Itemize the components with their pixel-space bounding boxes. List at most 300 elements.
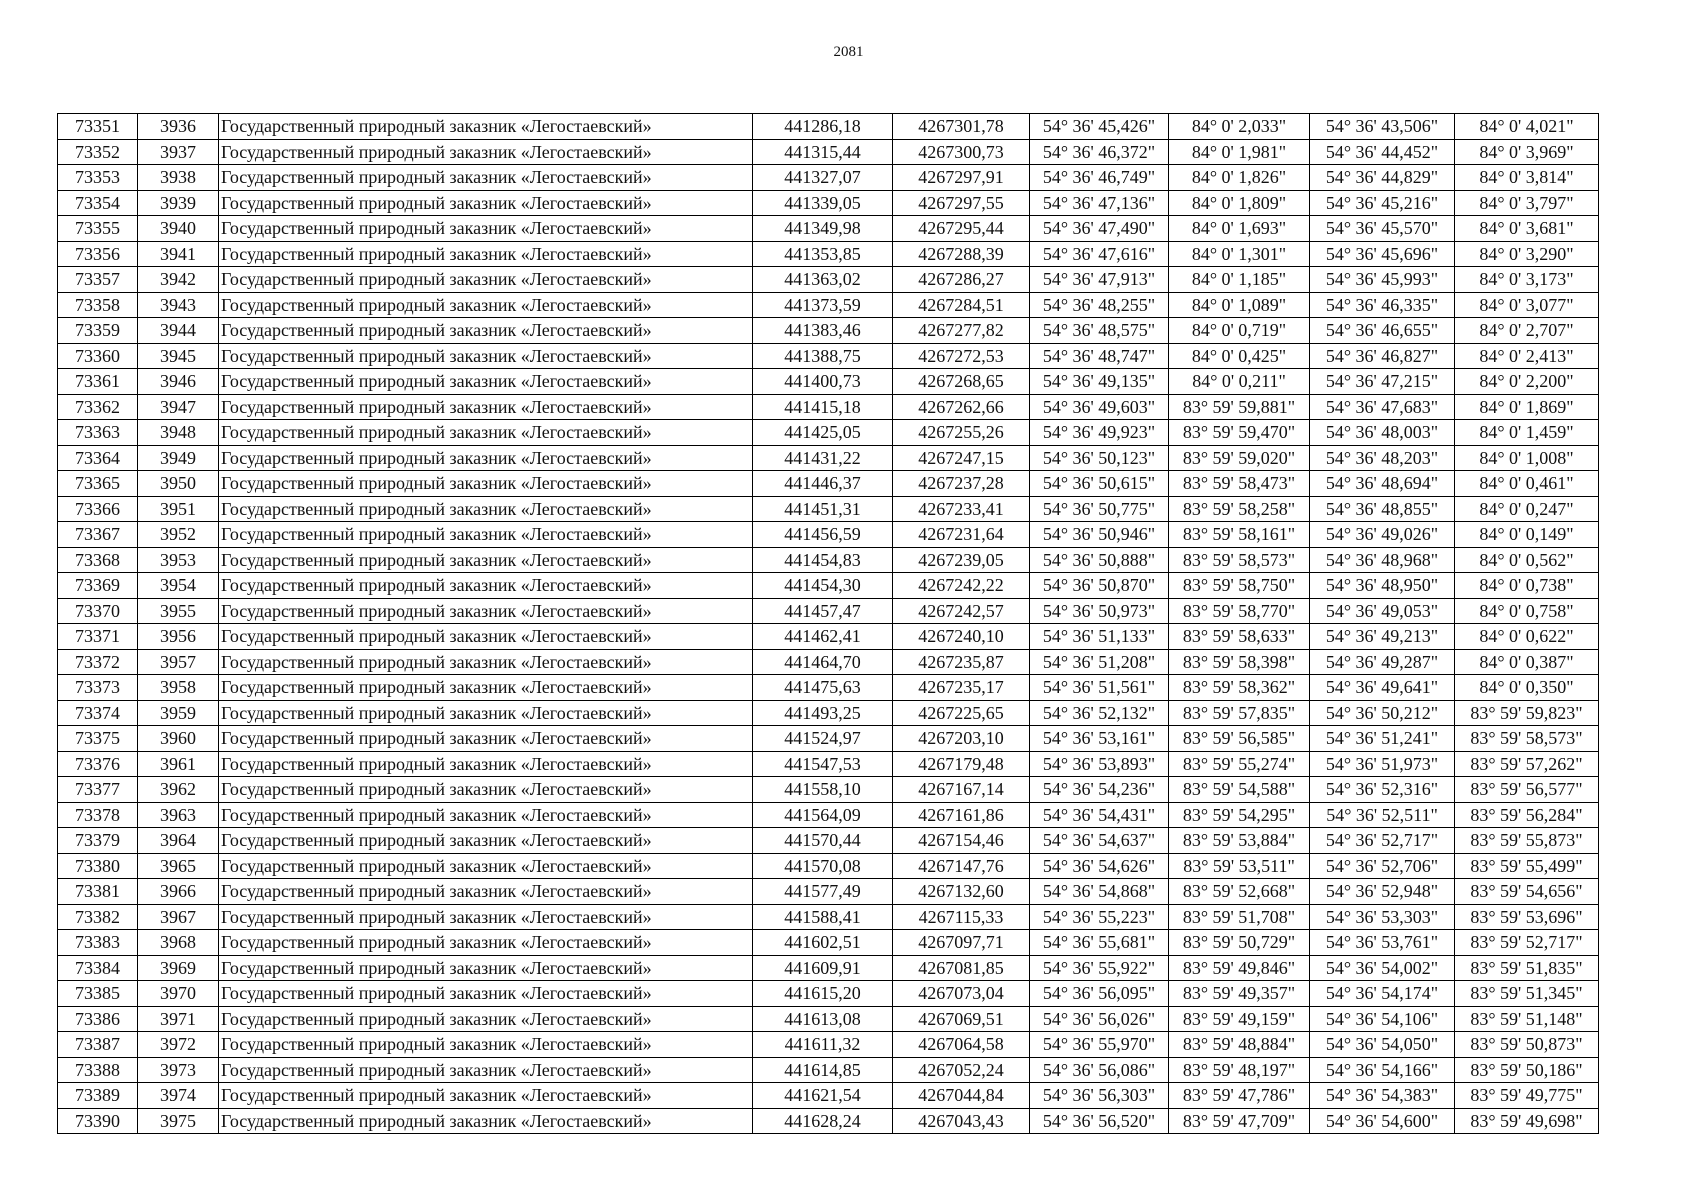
- cell-coord-y: 4267233,41: [893, 496, 1030, 522]
- cell-row-number: 73380: [58, 853, 138, 879]
- cell-coord-x: 441349,98: [753, 216, 893, 242]
- cell-point-number: 3971: [138, 1006, 219, 1032]
- cell-point-number: 3960: [138, 726, 219, 752]
- cell-zone-name: Государственный природный заказник «Легостаевский»: [219, 802, 753, 828]
- cell-latitude-2: 54° 36' 46,335": [1310, 292, 1455, 318]
- cell-latitude-2: 54° 36' 48,694": [1310, 471, 1455, 497]
- cell-longitude-2: 83° 59' 51,835": [1455, 955, 1599, 981]
- cell-longitude-2: 83° 59' 49,698": [1455, 1108, 1599, 1134]
- cell-row-number: 73354: [58, 190, 138, 216]
- cell-coord-y: 4267132,60: [893, 879, 1030, 905]
- cell-coord-x: 441602,51: [753, 930, 893, 956]
- cell-longitude-1: 83° 59' 48,197": [1169, 1057, 1310, 1083]
- cell-point-number: 3952: [138, 522, 219, 548]
- cell-longitude-1: 83° 59' 57,835": [1169, 700, 1310, 726]
- cell-zone-name: Государственный природный заказник «Легостаевский»: [219, 1032, 753, 1058]
- cell-row-number: 73388: [58, 1057, 138, 1083]
- cell-latitude-1: 54° 36' 50,888": [1030, 547, 1169, 573]
- cell-latitude-2: 54° 36' 54,383": [1310, 1083, 1455, 1109]
- cell-latitude-2: 54° 36' 49,213": [1310, 624, 1455, 650]
- cell-point-number: 3957: [138, 649, 219, 675]
- cell-latitude-1: 54° 36' 54,236": [1030, 777, 1169, 803]
- cell-coord-x: 441388,75: [753, 343, 893, 369]
- cell-longitude-1: 83° 59' 48,884": [1169, 1032, 1310, 1058]
- table-row: [58, 573, 1599, 599]
- cell-zone-name: Государственный природный заказник «Легостаевский»: [219, 675, 753, 701]
- cell-zone-name: Государственный природный заказник «Легостаевский»: [219, 1057, 753, 1083]
- cell-longitude-2: 83° 59' 55,499": [1455, 853, 1599, 879]
- table-row: [58, 369, 1599, 395]
- cell-longitude-1: 83° 59' 50,729": [1169, 930, 1310, 956]
- cell-longitude-2: 84° 0' 3,077": [1455, 292, 1599, 318]
- cell-latitude-1: 54° 36' 47,913": [1030, 267, 1169, 293]
- cell-longitude-2: 84° 0' 3,814": [1455, 165, 1599, 191]
- cell-point-number: 3953: [138, 547, 219, 573]
- table-row: [58, 318, 1599, 344]
- cell-latitude-1: 54° 36' 55,681": [1030, 930, 1169, 956]
- cell-longitude-2: 84° 0' 4,021": [1455, 114, 1599, 140]
- cell-point-number: 3946: [138, 369, 219, 395]
- cell-longitude-2: 83° 59' 51,148": [1455, 1006, 1599, 1032]
- cell-latitude-2: 54° 36' 47,215": [1310, 369, 1455, 395]
- cell-row-number: 73352: [58, 139, 138, 165]
- cell-point-number: 3970: [138, 981, 219, 1007]
- cell-zone-name: Государственный природный заказник «Легостаевский»: [219, 1083, 753, 1109]
- cell-coord-x: 441457,47: [753, 598, 893, 624]
- cell-latitude-2: 54° 36' 52,511": [1310, 802, 1455, 828]
- cell-latitude-1: 54° 36' 48,255": [1030, 292, 1169, 318]
- table-row: [58, 598, 1599, 624]
- cell-point-number: 3947: [138, 394, 219, 420]
- cell-latitude-1: 54° 36' 55,223": [1030, 904, 1169, 930]
- cell-point-number: 3958: [138, 675, 219, 701]
- cell-longitude-2: 84° 0' 0,247": [1455, 496, 1599, 522]
- cell-longitude-1: 83° 59' 59,020": [1169, 445, 1310, 471]
- cell-latitude-2: 54° 36' 51,973": [1310, 751, 1455, 777]
- cell-latitude-2: 54° 36' 52,717": [1310, 828, 1455, 854]
- cell-coord-x: 441570,44: [753, 828, 893, 854]
- cell-longitude-1: 84° 0' 1,981": [1169, 139, 1310, 165]
- cell-coord-x: 441611,32: [753, 1032, 893, 1058]
- cell-coord-x: 441462,41: [753, 624, 893, 650]
- cell-coord-y: 4267064,58: [893, 1032, 1030, 1058]
- cell-longitude-2: 84° 0' 2,413": [1455, 343, 1599, 369]
- cell-coord-y: 4267154,46: [893, 828, 1030, 854]
- cell-point-number: 3950: [138, 471, 219, 497]
- cell-zone-name: Государственный природный заказник «Легостаевский»: [219, 955, 753, 981]
- cell-zone-name: Государственный природный заказник «Легостаевский»: [219, 190, 753, 216]
- table-row: [58, 879, 1599, 905]
- cell-latitude-2: 54° 36' 44,452": [1310, 139, 1455, 165]
- cell-longitude-1: 83° 59' 58,258": [1169, 496, 1310, 522]
- cell-latitude-1: 54° 36' 55,970": [1030, 1032, 1169, 1058]
- cell-longitude-1: 83° 59' 56,585": [1169, 726, 1310, 752]
- cell-longitude-2: 83° 59' 50,186": [1455, 1057, 1599, 1083]
- cell-coord-x: 441547,53: [753, 751, 893, 777]
- cell-point-number: 3966: [138, 879, 219, 905]
- cell-row-number: 73369: [58, 573, 138, 599]
- cell-longitude-1: 83° 59' 55,274": [1169, 751, 1310, 777]
- cell-zone-name: Государственный природный заказник «Легостаевский»: [219, 394, 753, 420]
- cell-zone-name: Государственный природный заказник «Легостаевский»: [219, 445, 753, 471]
- table-row: [58, 522, 1599, 548]
- cell-coord-y: 4267284,51: [893, 292, 1030, 318]
- cell-longitude-2: 84° 0' 1,008": [1455, 445, 1599, 471]
- cell-coord-y: 4267044,84: [893, 1083, 1030, 1109]
- cell-coord-y: 4267081,85: [893, 955, 1030, 981]
- cell-latitude-1: 54° 36' 48,747": [1030, 343, 1169, 369]
- cell-latitude-1: 54° 36' 49,603": [1030, 394, 1169, 420]
- cell-longitude-2: 84° 0' 0,149": [1455, 522, 1599, 548]
- cell-row-number: 73387: [58, 1032, 138, 1058]
- cell-zone-name: Государственный природный заказник «Легостаевский»: [219, 241, 753, 267]
- cell-coord-y: 4267288,39: [893, 241, 1030, 267]
- cell-point-number: 3940: [138, 216, 219, 242]
- table-row: [58, 853, 1599, 879]
- cell-longitude-1: 83° 59' 59,881": [1169, 394, 1310, 420]
- cell-longitude-1: 83° 59' 49,159": [1169, 1006, 1310, 1032]
- cell-coord-y: 4267231,64: [893, 522, 1030, 548]
- table-row: [58, 114, 1599, 140]
- cell-latitude-1: 54° 36' 52,132": [1030, 700, 1169, 726]
- cell-coord-y: 4267235,17: [893, 675, 1030, 701]
- cell-latitude-2: 54° 36' 54,106": [1310, 1006, 1455, 1032]
- cell-longitude-1: 83° 59' 53,884": [1169, 828, 1310, 854]
- cell-longitude-2: 83° 59' 58,573": [1455, 726, 1599, 752]
- cell-row-number: 73373: [58, 675, 138, 701]
- cell-point-number: 3974: [138, 1083, 219, 1109]
- cell-coord-y: 4267097,71: [893, 930, 1030, 956]
- cell-point-number: 3937: [138, 139, 219, 165]
- cell-coord-y: 4267235,87: [893, 649, 1030, 675]
- cell-point-number: 3942: [138, 267, 219, 293]
- cell-longitude-1: 83° 59' 49,357": [1169, 981, 1310, 1007]
- cell-coord-x: 441570,08: [753, 853, 893, 879]
- cell-coord-x: 441558,10: [753, 777, 893, 803]
- cell-longitude-1: 84° 0' 1,826": [1169, 165, 1310, 191]
- cell-point-number: 3965: [138, 853, 219, 879]
- cell-longitude-2: 83° 59' 53,696": [1455, 904, 1599, 930]
- cell-coord-x: 441588,41: [753, 904, 893, 930]
- cell-latitude-1: 54° 36' 54,637": [1030, 828, 1169, 854]
- cell-latitude-1: 54° 36' 47,490": [1030, 216, 1169, 242]
- cell-row-number: 73389: [58, 1083, 138, 1109]
- cell-point-number: 3967: [138, 904, 219, 930]
- cell-point-number: 3972: [138, 1032, 219, 1058]
- cell-coord-x: 441315,44: [753, 139, 893, 165]
- cell-latitude-2: 54° 36' 49,287": [1310, 649, 1455, 675]
- cell-longitude-2: 84° 0' 2,200": [1455, 369, 1599, 395]
- table-row: [58, 700, 1599, 726]
- cell-coord-y: 4267179,48: [893, 751, 1030, 777]
- cell-row-number: 73357: [58, 267, 138, 293]
- cell-zone-name: Государственный природный заказник «Легостаевский»: [219, 573, 753, 599]
- cell-latitude-2: 54° 36' 45,570": [1310, 216, 1455, 242]
- cell-coord-x: 441446,37: [753, 471, 893, 497]
- cell-row-number: 73390: [58, 1108, 138, 1134]
- cell-zone-name: Государственный природный заказник «Легостаевский»: [219, 522, 753, 548]
- cell-coord-x: 441363,02: [753, 267, 893, 293]
- cell-latitude-2: 54° 36' 46,655": [1310, 318, 1455, 344]
- cell-latitude-1: 54° 36' 46,749": [1030, 165, 1169, 191]
- table-row: [58, 649, 1599, 675]
- cell-coord-x: 441454,30: [753, 573, 893, 599]
- cell-longitude-1: 83° 59' 59,470": [1169, 420, 1310, 446]
- cell-zone-name: Государственный природный заказник «Легостаевский»: [219, 751, 753, 777]
- cell-latitude-2: 54° 36' 45,216": [1310, 190, 1455, 216]
- cell-coord-x: 441613,08: [753, 1006, 893, 1032]
- table-row: [58, 751, 1599, 777]
- cell-longitude-2: 84° 0' 3,290": [1455, 241, 1599, 267]
- cell-latitude-1: 54° 36' 54,431": [1030, 802, 1169, 828]
- cell-coord-y: 4267297,91: [893, 165, 1030, 191]
- cell-row-number: 73362: [58, 394, 138, 420]
- cell-coord-y: 4267272,53: [893, 343, 1030, 369]
- cell-latitude-2: 54° 36' 44,829": [1310, 165, 1455, 191]
- cell-longitude-1: 83° 59' 47,709": [1169, 1108, 1310, 1134]
- cell-row-number: 73356: [58, 241, 138, 267]
- cell-latitude-1: 54° 36' 54,868": [1030, 879, 1169, 905]
- cell-latitude-2: 54° 36' 53,303": [1310, 904, 1455, 930]
- cell-point-number: 3938: [138, 165, 219, 191]
- cell-zone-name: Государственный природный заказник «Легостаевский»: [219, 1006, 753, 1032]
- cell-zone-name: Государственный природный заказник «Легостаевский»: [219, 904, 753, 930]
- cell-latitude-2: 54° 36' 48,003": [1310, 420, 1455, 446]
- cell-latitude-2: 54° 36' 43,506": [1310, 114, 1455, 140]
- cell-latitude-2: 54° 36' 54,050": [1310, 1032, 1455, 1058]
- cell-coord-y: 4267167,14: [893, 777, 1030, 803]
- cell-row-number: 73351: [58, 114, 138, 140]
- table-row: [58, 828, 1599, 854]
- cell-latitude-2: 54° 36' 48,968": [1310, 547, 1455, 573]
- table-row: [58, 267, 1599, 293]
- cell-coord-y: 4267240,10: [893, 624, 1030, 650]
- cell-latitude-1: 54° 36' 55,922": [1030, 955, 1169, 981]
- cell-latitude-1: 54° 36' 51,208": [1030, 649, 1169, 675]
- table-row: [58, 1108, 1599, 1134]
- cell-coord-x: 441464,70: [753, 649, 893, 675]
- cell-longitude-2: 83° 59' 56,577": [1455, 777, 1599, 803]
- table-row: [58, 726, 1599, 752]
- cell-longitude-2: 84° 0' 0,387": [1455, 649, 1599, 675]
- cell-latitude-1: 54° 36' 50,123": [1030, 445, 1169, 471]
- table-body: [58, 114, 1599, 1134]
- cell-row-number: 73363: [58, 420, 138, 446]
- cell-longitude-2: 84° 0' 0,350": [1455, 675, 1599, 701]
- cell-coord-y: 4267239,05: [893, 547, 1030, 573]
- cell-longitude-2: 84° 0' 3,797": [1455, 190, 1599, 216]
- cell-latitude-1: 54° 36' 51,133": [1030, 624, 1169, 650]
- table-row: [58, 547, 1599, 573]
- cell-longitude-2: 84° 0' 1,869": [1455, 394, 1599, 420]
- cell-latitude-1: 54° 36' 50,615": [1030, 471, 1169, 497]
- cell-zone-name: Государственный природный заказник «Легостаевский»: [219, 700, 753, 726]
- cell-latitude-1: 54° 36' 45,426": [1030, 114, 1169, 140]
- cell-latitude-1: 54° 36' 50,973": [1030, 598, 1169, 624]
- cell-longitude-1: 83° 59' 58,750": [1169, 573, 1310, 599]
- cell-longitude-2: 84° 0' 0,461": [1455, 471, 1599, 497]
- cell-row-number: 73371: [58, 624, 138, 650]
- cell-coord-y: 4267052,24: [893, 1057, 1030, 1083]
- table-row: [58, 1057, 1599, 1083]
- cell-coord-y: 4267073,04: [893, 981, 1030, 1007]
- cell-longitude-1: 84° 0' 1,301": [1169, 241, 1310, 267]
- cell-latitude-2: 54° 36' 50,212": [1310, 700, 1455, 726]
- cell-coord-x: 441373,59: [753, 292, 893, 318]
- cell-latitude-2: 54° 36' 48,203": [1310, 445, 1455, 471]
- table-row: [58, 802, 1599, 828]
- cell-latitude-2: 54° 36' 52,948": [1310, 879, 1455, 905]
- cell-zone-name: Государственный природный заказник «Легостаевский»: [219, 649, 753, 675]
- cell-latitude-1: 54° 36' 56,026": [1030, 1006, 1169, 1032]
- cell-zone-name: Государственный природный заказник «Легостаевский»: [219, 343, 753, 369]
- cell-latitude-2: 54° 36' 47,683": [1310, 394, 1455, 420]
- cell-longitude-1: 84° 0' 1,185": [1169, 267, 1310, 293]
- cell-coord-x: 441339,05: [753, 190, 893, 216]
- cell-longitude-1: 84° 0' 0,719": [1169, 318, 1310, 344]
- cell-row-number: 73382: [58, 904, 138, 930]
- cell-zone-name: Государственный природный заказник «Легостаевский»: [219, 267, 753, 293]
- cell-row-number: 73366: [58, 496, 138, 522]
- table-row: [58, 981, 1599, 1007]
- cell-zone-name: Государственный природный заказник «Легостаевский»: [219, 292, 753, 318]
- cell-latitude-1: 54° 36' 51,561": [1030, 675, 1169, 701]
- table-row: [58, 624, 1599, 650]
- cell-longitude-2: 83° 59' 56,284": [1455, 802, 1599, 828]
- cell-coord-y: 4267237,28: [893, 471, 1030, 497]
- table-row: [58, 165, 1599, 191]
- cell-zone-name: Государственный природный заказник «Легостаевский»: [219, 471, 753, 497]
- cell-latitude-2: 54° 36' 51,241": [1310, 726, 1455, 752]
- cell-latitude-2: 54° 36' 46,827": [1310, 343, 1455, 369]
- cell-row-number: 73385: [58, 981, 138, 1007]
- cell-row-number: 73383: [58, 930, 138, 956]
- cell-longitude-2: 84° 0' 3,969": [1455, 139, 1599, 165]
- table-row: [58, 343, 1599, 369]
- cell-longitude-1: 84° 0' 1,089": [1169, 292, 1310, 318]
- table-row: [58, 420, 1599, 446]
- cell-coord-x: 441286,18: [753, 114, 893, 140]
- cell-coord-y: 4267147,76: [893, 853, 1030, 879]
- cell-row-number: 73353: [58, 165, 138, 191]
- cell-latitude-2: 54° 36' 53,761": [1310, 930, 1455, 956]
- cell-zone-name: Государственный природный заказник «Легостаевский»: [219, 777, 753, 803]
- cell-zone-name: Государственный природный заказник «Легостаевский»: [219, 930, 753, 956]
- cell-longitude-2: 84° 0' 0,562": [1455, 547, 1599, 573]
- cell-point-number: 3962: [138, 777, 219, 803]
- cell-coord-x: 441628,24: [753, 1108, 893, 1134]
- cell-point-number: 3961: [138, 751, 219, 777]
- cell-latitude-2: 54° 36' 49,026": [1310, 522, 1455, 548]
- cell-latitude-1: 54° 36' 56,095": [1030, 981, 1169, 1007]
- cell-latitude-2: 54° 36' 48,855": [1310, 496, 1455, 522]
- cell-coord-x: 441451,31: [753, 496, 893, 522]
- cell-point-number: 3969: [138, 955, 219, 981]
- cell-coord-x: 441425,05: [753, 420, 893, 446]
- cell-row-number: 73377: [58, 777, 138, 803]
- cell-coord-y: 4267203,10: [893, 726, 1030, 752]
- cell-coord-x: 441400,73: [753, 369, 893, 395]
- cell-longitude-2: 84° 0' 2,707": [1455, 318, 1599, 344]
- cell-coord-y: 4267247,15: [893, 445, 1030, 471]
- cell-coord-y: 4267262,66: [893, 394, 1030, 420]
- cell-coord-x: 441621,54: [753, 1083, 893, 1109]
- cell-zone-name: Государственный природный заказник «Легостаевский»: [219, 216, 753, 242]
- cell-latitude-2: 54° 36' 54,002": [1310, 955, 1455, 981]
- cell-longitude-1: 84° 0' 1,693": [1169, 216, 1310, 242]
- cell-longitude-1: 83° 59' 49,846": [1169, 955, 1310, 981]
- cell-coord-y: 4267300,73: [893, 139, 1030, 165]
- cell-coord-y: 4267268,65: [893, 369, 1030, 395]
- cell-coord-y: 4267043,43: [893, 1108, 1030, 1134]
- cell-zone-name: Государственный природный заказник «Легостаевский»: [219, 853, 753, 879]
- cell-coord-y: 4267301,78: [893, 114, 1030, 140]
- cell-zone-name: Государственный природный заказник «Легостаевский»: [219, 420, 753, 446]
- cell-longitude-2: 83° 59' 54,656": [1455, 879, 1599, 905]
- cell-coord-x: 441615,20: [753, 981, 893, 1007]
- table-row: [58, 241, 1599, 267]
- cell-longitude-1: 83° 59' 54,588": [1169, 777, 1310, 803]
- table-row: [58, 394, 1599, 420]
- cell-point-number: 3945: [138, 343, 219, 369]
- coordinates-table: [57, 113, 1599, 1134]
- cell-zone-name: Государственный природный заказник «Легостаевский»: [219, 139, 753, 165]
- cell-coord-x: 441353,85: [753, 241, 893, 267]
- table-row: [58, 930, 1599, 956]
- cell-latitude-2: 54° 36' 52,316": [1310, 777, 1455, 803]
- cell-row-number: 73375: [58, 726, 138, 752]
- cell-latitude-1: 54° 36' 56,303": [1030, 1083, 1169, 1109]
- cell-point-number: 3944: [138, 318, 219, 344]
- page-number: 2081: [833, 44, 864, 60]
- cell-coord-x: 441614,85: [753, 1057, 893, 1083]
- cell-longitude-1: 83° 59' 52,668": [1169, 879, 1310, 905]
- cell-row-number: 73358: [58, 292, 138, 318]
- table-row: [58, 675, 1599, 701]
- cell-point-number: 3959: [138, 700, 219, 726]
- cell-point-number: 3939: [138, 190, 219, 216]
- cell-longitude-2: 83° 59' 59,823": [1455, 700, 1599, 726]
- cell-latitude-1: 54° 36' 50,775": [1030, 496, 1169, 522]
- cell-point-number: 3955: [138, 598, 219, 624]
- cell-latitude-1: 54° 36' 47,136": [1030, 190, 1169, 216]
- cell-longitude-2: 83° 59' 52,717": [1455, 930, 1599, 956]
- cell-latitude-2: 54° 36' 49,053": [1310, 598, 1455, 624]
- cell-point-number: 3968: [138, 930, 219, 956]
- table-row: [58, 1032, 1599, 1058]
- cell-coord-y: 4267295,44: [893, 216, 1030, 242]
- table-row: [58, 471, 1599, 497]
- cell-latitude-1: 54° 36' 53,893": [1030, 751, 1169, 777]
- cell-latitude-1: 54° 36' 56,520": [1030, 1108, 1169, 1134]
- cell-row-number: 73370: [58, 598, 138, 624]
- cell-coord-y: 4267277,82: [893, 318, 1030, 344]
- cell-coord-y: 4267069,51: [893, 1006, 1030, 1032]
- cell-longitude-2: 84° 0' 0,758": [1455, 598, 1599, 624]
- cell-zone-name: Государственный природный заказник «Легостаевский»: [219, 828, 753, 854]
- cell-latitude-2: 54° 36' 52,706": [1310, 853, 1455, 879]
- cell-longitude-2: 84° 0' 3,173": [1455, 267, 1599, 293]
- cell-row-number: 73378: [58, 802, 138, 828]
- cell-longitude-1: 84° 0' 1,809": [1169, 190, 1310, 216]
- cell-coord-y: 4267242,57: [893, 598, 1030, 624]
- cell-longitude-1: 83° 59' 58,161": [1169, 522, 1310, 548]
- cell-point-number: 3943: [138, 292, 219, 318]
- cell-coord-x: 441609,91: [753, 955, 893, 981]
- cell-coord-x: 441475,63: [753, 675, 893, 701]
- cell-zone-name: Государственный природный заказник «Легостаевский»: [219, 496, 753, 522]
- cell-latitude-2: 54° 36' 45,993": [1310, 267, 1455, 293]
